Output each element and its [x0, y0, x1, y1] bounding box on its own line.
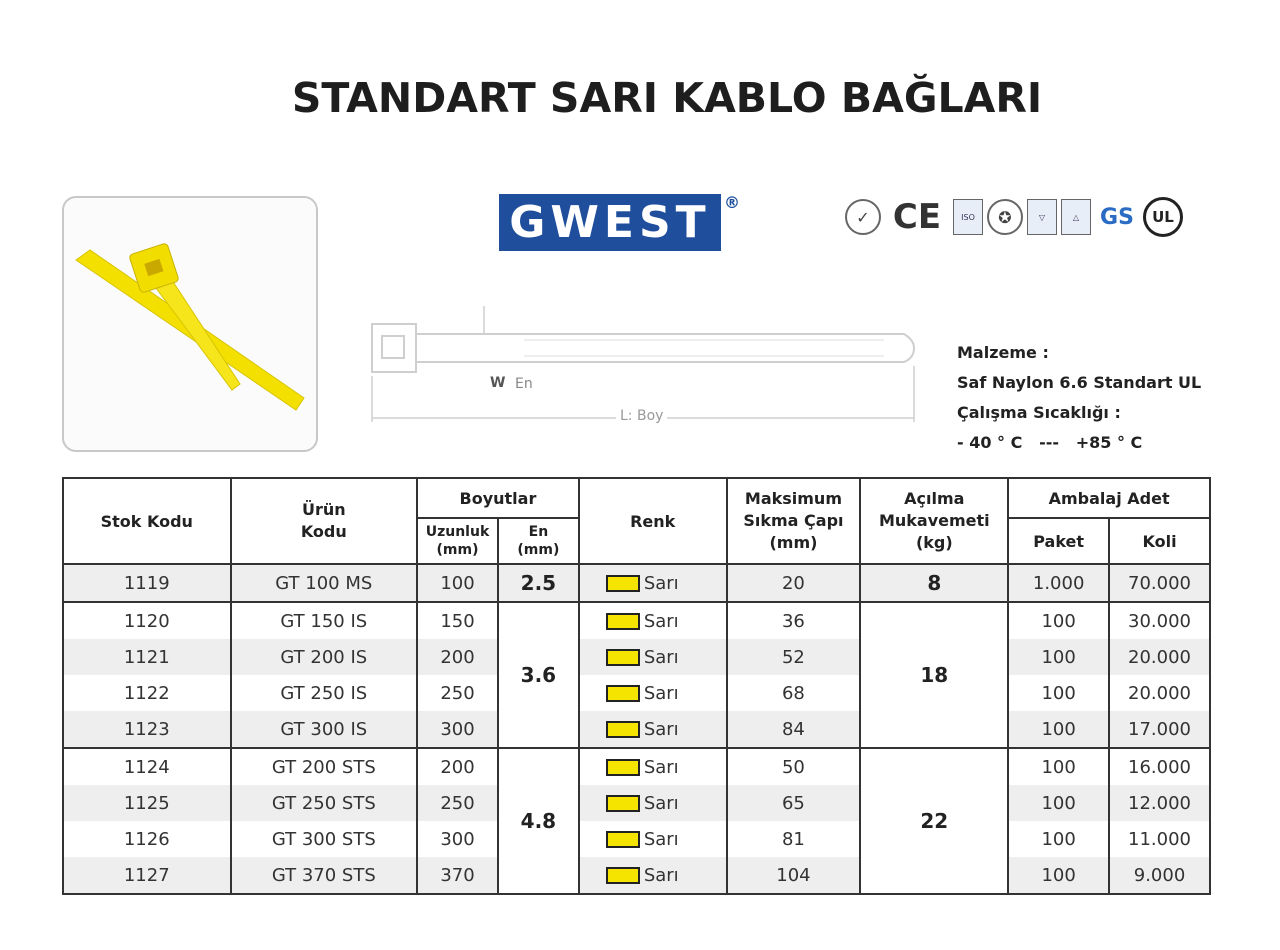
cell-stok-kodu: 1121	[63, 639, 231, 675]
cell-acilma: 8	[860, 564, 1008, 602]
quality-seal-icon: ✪	[987, 199, 1023, 235]
cell-urun-kodu: GT 100 MS	[231, 564, 417, 602]
yellow-swatch-icon	[606, 613, 640, 630]
cell-stok-kodu: 1120	[63, 602, 231, 639]
cell-paket: 100	[1008, 675, 1109, 711]
color-label: Sarı	[643, 718, 679, 740]
length-label: L: Boy	[616, 408, 667, 424]
cell-acilma: 22	[860, 748, 1008, 894]
product-photo	[62, 196, 318, 452]
cell-stok-kodu: 1126	[63, 821, 231, 857]
cell-en: 2.5	[498, 564, 579, 602]
cell-uzunluk: 370	[417, 857, 498, 894]
cell-koli: 16.000	[1109, 748, 1210, 785]
cell-urun-kodu: GT 300 STS	[231, 821, 417, 857]
header-paket: Paket	[1008, 518, 1109, 564]
width-label: W	[490, 375, 506, 391]
color-label: Sarı	[643, 682, 679, 704]
header-maksimum: Maksimum Sıkma Çapı (mm)	[727, 478, 861, 564]
cell-koli: 17.000	[1109, 711, 1210, 748]
color-label: Sarı	[643, 646, 679, 668]
header-boyutlar: Boyutlar	[417, 478, 579, 518]
cell-en: 3.6	[498, 602, 579, 748]
cell-stok-kodu: 1127	[63, 857, 231, 894]
cell-sikma-capi: 52	[727, 639, 861, 675]
iso-icon: ISO	[953, 199, 983, 235]
cell-sikma-capi: 68	[727, 675, 861, 711]
cell-renk	[579, 857, 727, 894]
cell-uzunluk: 250	[417, 675, 498, 711]
header-uzunluk: Uzunluk (mm)	[417, 518, 498, 564]
cell-urun-kodu: GT 300 IS	[231, 711, 417, 748]
cable-tie-image	[64, 198, 316, 450]
cell-paket: 100	[1008, 748, 1109, 785]
cell-urun-kodu: GT 150 IS	[231, 602, 417, 639]
cell-sikma-capi: 65	[727, 785, 861, 821]
header-en: En (mm)	[498, 518, 579, 564]
header-acilma: Açılma Mukavemeti (kg)	[860, 478, 1008, 564]
color-label: Sarı	[643, 756, 679, 778]
cell-renk	[579, 748, 727, 785]
cell-uzunluk: 250	[417, 785, 498, 821]
cell-uzunluk: 300	[417, 821, 498, 857]
table-row	[63, 821, 1210, 857]
cell-sikma-capi: 84	[727, 711, 861, 748]
brand-name: GWEST	[509, 197, 711, 248]
temperature-label: Çalışma Sıcaklığı :	[957, 403, 1121, 422]
cell-koli: 20.000	[1109, 639, 1210, 675]
color-label: Sarı	[643, 792, 679, 814]
cell-urun-kodu: GT 200 STS	[231, 748, 417, 785]
cell-koli: 12.000	[1109, 785, 1210, 821]
check-mark-icon: ✓	[845, 199, 881, 235]
cell-stok-kodu: 1125	[63, 785, 231, 821]
material-label: Malzeme :	[957, 343, 1049, 362]
cell-stok-kodu: 1122	[63, 675, 231, 711]
cell-paket: 100	[1008, 785, 1109, 821]
table-row	[63, 857, 1210, 894]
cell-paket: 100	[1008, 821, 1109, 857]
registered-mark: ®	[724, 193, 740, 212]
table-row	[63, 675, 1210, 711]
material-value: Saf Naylon 6.6 Standart UL	[957, 373, 1202, 392]
yellow-swatch-icon	[606, 721, 640, 738]
cell-urun-kodu: GT 250 IS	[231, 675, 417, 711]
brand-logo	[499, 194, 721, 251]
cell-uzunluk: 150	[417, 602, 498, 639]
certification-marks	[845, 194, 1183, 240]
cell-sikma-capi: 36	[727, 602, 861, 639]
cell-paket: 100	[1008, 857, 1109, 894]
cell-paket: 100	[1008, 639, 1109, 675]
header-urun-kodu: Ürün Kodu	[231, 478, 417, 564]
cell-koli: 9.000	[1109, 857, 1210, 894]
cell-sikma-capi: 20	[727, 564, 861, 602]
yellow-swatch-icon	[606, 795, 640, 812]
header-koli: Koli	[1109, 518, 1210, 564]
cell-paket: 100	[1008, 711, 1109, 748]
width-text: En	[515, 376, 533, 392]
cell-renk	[579, 785, 727, 821]
gs-mark-icon: GS	[1100, 204, 1134, 230]
cell-sikma-capi: 50	[727, 748, 861, 785]
cell-renk	[579, 564, 727, 602]
header-stok-kodu: Stok Kodu	[63, 478, 231, 564]
cell-renk	[579, 639, 727, 675]
table-row	[63, 639, 1210, 675]
tuv-icon: △	[1061, 199, 1091, 235]
cell-urun-kodu: GT 200 IS	[231, 639, 417, 675]
color-label: Sarı	[643, 572, 679, 594]
ce-mark-icon: CE	[892, 197, 942, 237]
cell-koli: 20.000	[1109, 675, 1210, 711]
table-row	[63, 602, 1210, 639]
ul-mark-icon: UL	[1143, 197, 1183, 237]
cell-koli: 11.000	[1109, 821, 1210, 857]
cell-acilma: 18	[860, 602, 1008, 748]
color-label: Sarı	[643, 864, 679, 886]
table-row	[63, 564, 1210, 602]
table-row	[63, 785, 1210, 821]
cell-sikma-capi: 81	[727, 821, 861, 857]
temperature-value: - 40 ° C --- +85 ° C	[957, 433, 1143, 452]
table-row	[63, 748, 1210, 785]
cell-stok-kodu: 1123	[63, 711, 231, 748]
cell-paket: 100	[1008, 602, 1109, 639]
cell-renk	[579, 602, 727, 639]
yellow-swatch-icon	[606, 867, 640, 884]
cell-renk	[579, 711, 727, 748]
cell-stok-kodu: 1124	[63, 748, 231, 785]
yellow-swatch-icon	[606, 685, 640, 702]
cell-koli: 30.000	[1109, 602, 1210, 639]
cell-uzunluk: 200	[417, 748, 498, 785]
cell-urun-kodu: GT 250 STS	[231, 785, 417, 821]
cell-urun-kodu: GT 370 STS	[231, 857, 417, 894]
product-table	[62, 477, 1211, 895]
page-title: STANDART SARI KABLO BAĞLARI	[291, 74, 1043, 122]
color-label: Sarı	[643, 828, 679, 850]
cell-en: 4.8	[498, 748, 579, 894]
cell-uzunluk: 200	[417, 639, 498, 675]
yellow-swatch-icon	[606, 575, 640, 592]
yellow-swatch-icon	[606, 649, 640, 666]
material-specs	[957, 338, 1201, 458]
cell-stok-kodu: 1119	[63, 564, 231, 602]
cell-sikma-capi: 104	[727, 857, 861, 894]
cell-renk	[579, 821, 727, 857]
cell-uzunluk: 100	[417, 564, 498, 602]
vde-icon: ▽	[1027, 199, 1057, 235]
color-label: Sarı	[643, 610, 679, 632]
cable-tie-diagram	[364, 300, 924, 430]
header-renk: Renk	[579, 478, 727, 564]
cell-paket: 1.000	[1008, 564, 1109, 602]
table-row	[63, 711, 1210, 748]
yellow-swatch-icon	[606, 759, 640, 776]
table-body	[63, 564, 1210, 894]
cell-koli: 70.000	[1109, 564, 1210, 602]
cell-renk	[579, 675, 727, 711]
header-ambalaj: Ambalaj Adet	[1008, 478, 1210, 518]
yellow-swatch-icon	[606, 831, 640, 848]
cell-uzunluk: 300	[417, 711, 498, 748]
